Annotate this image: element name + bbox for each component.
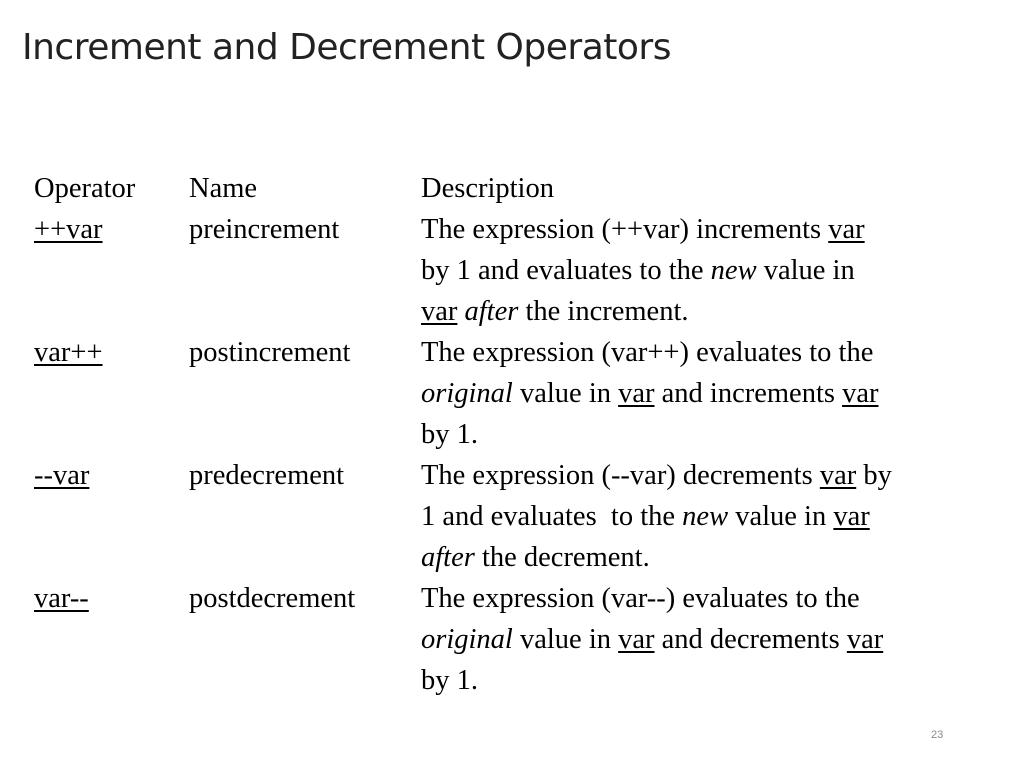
description-line (421, 455, 1001, 496)
variable-reference: var (618, 378, 655, 409)
description-line (421, 619, 1001, 660)
header-description: Description (421, 173, 554, 204)
description-text: by 1. (421, 419, 478, 450)
table-row (34, 332, 1001, 455)
description-line (421, 414, 1001, 455)
slide-number: 23 (931, 729, 944, 741)
description-text: 1 and evaluates to the (421, 501, 683, 532)
description-text (457, 296, 464, 327)
description-line (421, 496, 1001, 537)
description-text: value in (756, 255, 855, 286)
table-row (34, 455, 1001, 578)
description-text: by 1. (421, 665, 478, 696)
description-line (421, 250, 1001, 291)
header-operator: Operator (34, 173, 136, 204)
description-text: The expression (var++) evaluates to the (421, 337, 874, 368)
description-line (421, 332, 1001, 373)
description-text: and decrements (654, 624, 847, 655)
name-cell: preincrement (189, 214, 340, 245)
description-text: the increment. (518, 296, 689, 327)
operator-cell: var-- (34, 583, 89, 614)
description-text: and increments (654, 378, 843, 409)
operator-table (34, 168, 1001, 701)
emphasis-text: original (421, 378, 513, 409)
description-cell (421, 332, 1001, 455)
description-line (421, 373, 1001, 414)
description-text: by (856, 460, 892, 491)
name-cell: predecrement (189, 460, 345, 491)
variable-reference: var (846, 624, 884, 655)
table-body (34, 209, 1001, 701)
description-text: by 1 and evaluates to the (421, 255, 711, 286)
slide-title: Increment and Decrement Operators (22, 27, 671, 68)
variable-reference: var (828, 214, 865, 245)
description-text: The expression (++var) increments (421, 214, 829, 245)
description-cell (421, 209, 1001, 332)
operator-cell: --var (34, 460, 90, 491)
description-line (421, 578, 1001, 619)
emphasis-text: after (464, 296, 519, 327)
emphasis-text: original (421, 624, 513, 655)
description-text: value in (728, 501, 834, 532)
description-text: the decrement. (474, 542, 650, 573)
name-cell: postdecrement (189, 583, 356, 614)
name-cell: postincrement (189, 337, 351, 368)
description-text: The expression (var--) evaluates to the (421, 583, 860, 614)
description-text: value in (512, 378, 619, 409)
variable-reference: var (833, 501, 870, 532)
emphasis-text: new (682, 501, 729, 532)
description-line (421, 660, 1001, 701)
variable-reference: var (618, 624, 655, 655)
variable-reference: var (842, 378, 879, 409)
description-line (421, 209, 1001, 250)
description-cell (421, 578, 1001, 701)
description-text: The expression (--var) decrements (421, 460, 820, 491)
variable-reference: var (819, 460, 857, 491)
emphasis-text: after (421, 542, 475, 573)
variable-reference: var (421, 296, 458, 327)
table-header-row (34, 168, 1001, 209)
operator-cell: ++var (34, 214, 103, 245)
header-name: Name (189, 173, 258, 204)
description-text: value in (512, 624, 619, 655)
description-cell (421, 455, 1001, 578)
operator-cell: var++ (34, 337, 103, 368)
description-line (421, 537, 1001, 578)
description-line (421, 291, 1001, 332)
table-row (34, 578, 1001, 701)
table-row (34, 209, 1001, 332)
emphasis-text: new (710, 255, 757, 286)
